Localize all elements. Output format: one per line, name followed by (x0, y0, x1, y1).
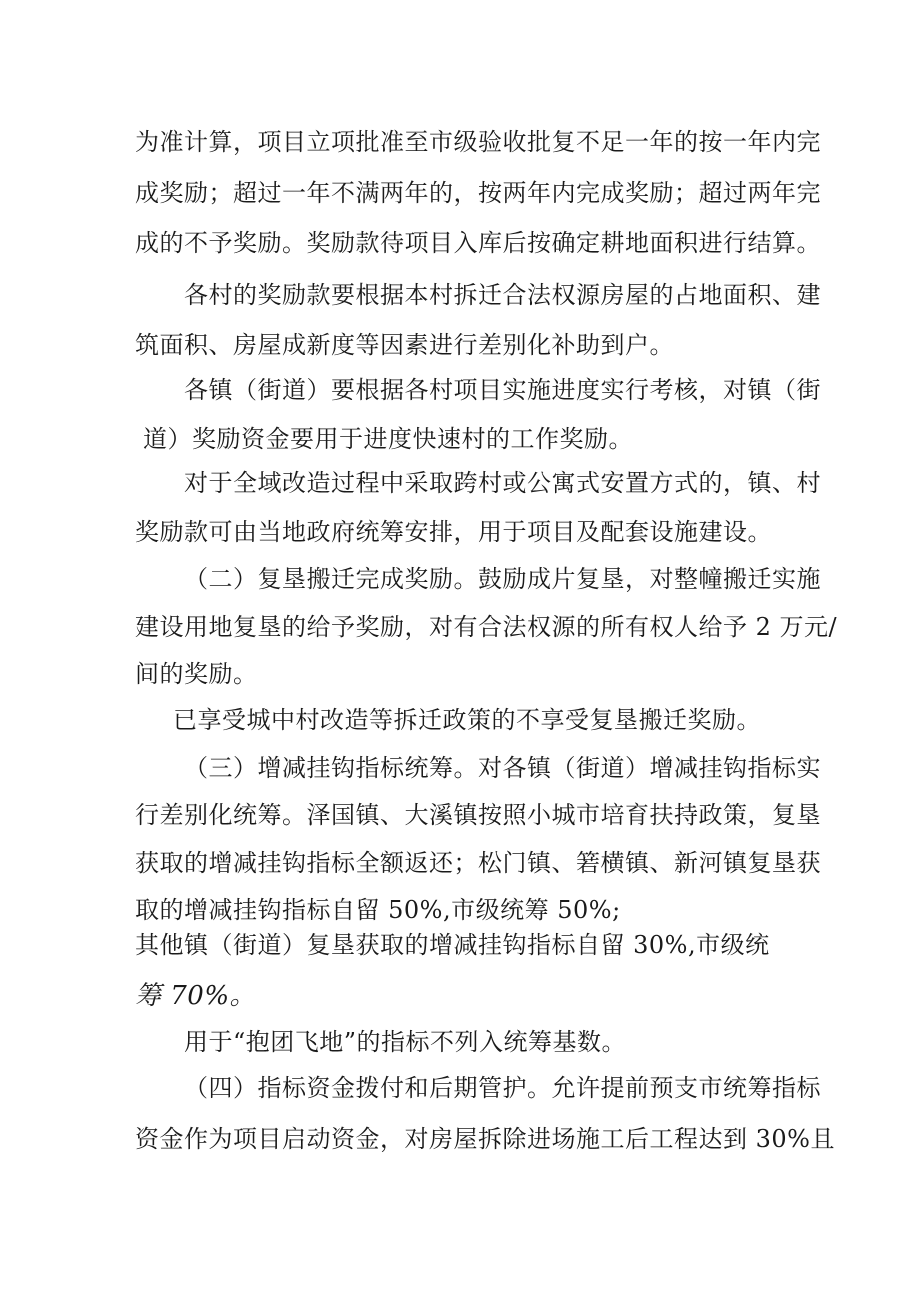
text-line: （三）增减挂钩指标统筹。对各镇（街道）增减挂钩指标实 (184, 754, 821, 782)
text-line: 各村的奖励款要根据本村拆迁合法权源房屋的占地面积、建 (184, 281, 821, 309)
text-line: 筹 70%。 (135, 981, 257, 1011)
text-line: 道）奖励资金要用于进度快速村的工作奖励。 (143, 425, 633, 453)
text-line: 行差别化统筹。泽国镇、大溪镇按照小城市培育扶持政策，复垦 (135, 801, 821, 829)
text-line: 对于全域改造过程中采取跨村或公寓式安置方式的，镇、村 (184, 469, 821, 497)
text-line: （二）复垦搬迁完成奖励。鼓励成片复垦，对整幢搬迁实施 (184, 565, 821, 593)
text-line: 各镇（街道）要根据各村项目实施进度实行考核，对镇（街 (184, 376, 821, 404)
text-line: 用于“抱团飞地”的指标不列入统筹基数。 (184, 1028, 627, 1056)
text-line: 为准计算，项目立项批准至市级验收批复不足一年的按一年内完 (135, 128, 821, 156)
text-line: 获取的增减挂钩指标全额返还；松门镇、箬横镇、新河镇复垦获 (135, 849, 821, 877)
text-line: 成奖励；超过一年不满两年的，按两年内完成奖励；超过两年完 (135, 179, 821, 207)
text-line: （四）指标资金拨付和后期管护。允许提前预支市统筹指标 (184, 1074, 821, 1102)
text-line: 取的增减挂钩指标自留 50%,市级统筹 50%; (135, 896, 621, 924)
text-line: 奖励款可由当地政府统筹安排，用于项目及配套设施建设。 (135, 518, 772, 546)
text-line: 资金作为项目启动资金，对房屋拆除进场施工后工程达到 30%且 (135, 1125, 835, 1153)
text-line: 成的不予奖励。奖励款待项目入库后按确定耕地面积进行结算。 (135, 229, 821, 257)
text-line: 其他镇（街道）复垦获取的增减挂钩指标自留 30%,市级统 (135, 931, 770, 959)
text-line: 筑面积、房屋成新度等因素进行差别化补助到户。 (135, 331, 674, 359)
text-line: 间的奖励。 (135, 660, 258, 688)
text-line: 已享受城中村改造等拆迁政策的不享受复垦搬迁奖励。 (173, 706, 761, 734)
text-line: 建设用地复垦的给予奖励，对有合法权源的所有权人给予 2 万元/ (135, 613, 838, 641)
